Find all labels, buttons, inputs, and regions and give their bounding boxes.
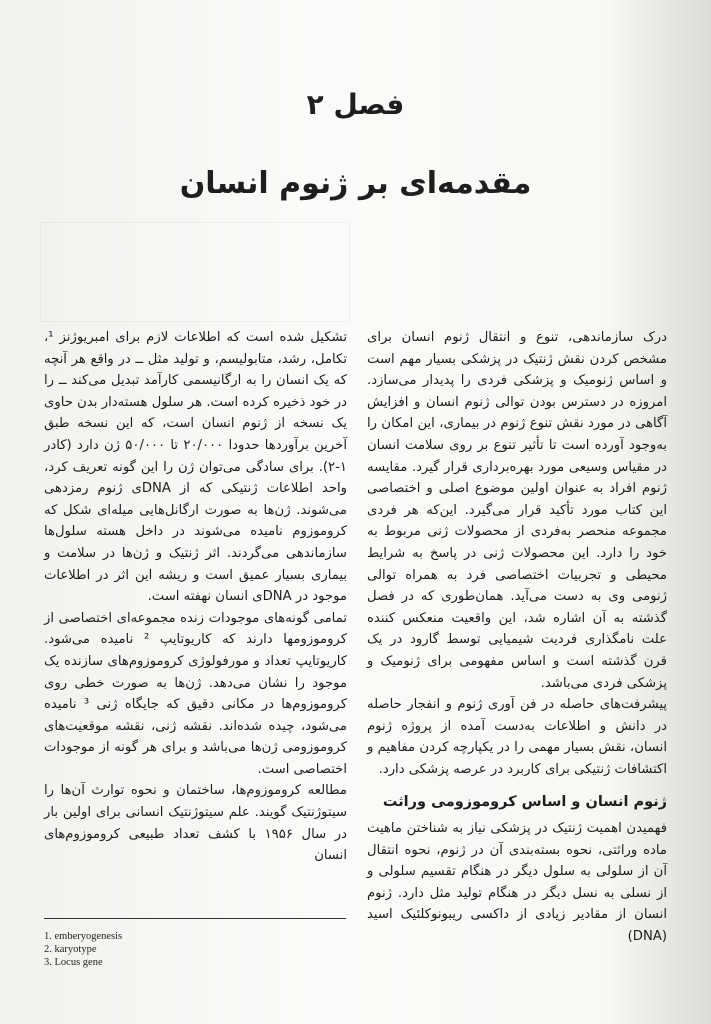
chapter-number: فصل ۲	[306, 88, 405, 121]
footnotes	[44, 930, 244, 969]
paragraph: درک سازماندهی، تنوع و انتقال ژنوم انسان برای مشخص کردن نقش ژنتیک در پزشکی بسیار مهم است و اساس ژنومیک و پزشکی فردی را پدیدار می‌سازد. امروزه در دسترس بودن توالی ژنوم انسان و افزایش آگاهی در مورد نقش تنوع ژنوم در بیماری، این امکان را به‌وجود آورده است تا تأثیر تنوع بر روی سلامت انسان در مقیاس وسیعی مورد بهره‌برداری قرار گیرد. مقایسه ژنوم افراد به عنوان اولین موضوع اصلی و اختصاصی این کتاب مورد تأکید قرار می‌گیرد. این‌که هر فردی مجموعه منحصر به‌فردی از محصولات ژنی مربوط به خود را دارد. این محصولات ژنی در پاسخ به شرایط محیطی و تجربیات اختصاصی فرد به همراه توالی ژنومی وی به دست می‌آید. همان‌طوری که در فصل گذشته به آن اشاره شد، این واقعیت منعکس کننده علت نامگذاری فردیت شیمیایی توسط گارود در یک قرن گذشته است و اساس مفهومی برای ژنومیک و پزشکی فردی می‌باشد.	[367, 330, 667, 691]
paragraph: مطالعه کروموزوم‌ها، ساختمان و نحوه توارث آن‌ها را سیتوژنتیک گویند. علم سیتوژنتیک انسانی برای اولین بار در سال ۱۹۵۶ با کشف تعداد طبیعی کروموزوم‌های انسان	[44, 783, 347, 864]
footnote: 2. karyotype	[44, 944, 97, 955]
bleed-through-box	[40, 222, 350, 322]
footnote: 3. Locus gene	[44, 957, 103, 968]
chapter-title: مقدمه‌ای بر ژنوم انسان	[179, 166, 532, 201]
paragraph: تشکیل شده است که اطلاعات لازم برای امبریوژنز ¹، تکامل، رشد، متابولیسم، و تولید مثل ــ در واقع هر آنچه که یک انسان را به ارگانیسمی کارآمد تبدیل می‌کند ــ را در خود ذخیره کرده است. هر سلول هسته‌دار بدن حاوی یک نسخه از ژنوم انسان است، که این نسخه طبق آخرین برآوردها حدودا ۲۰/۰۰۰ تا ۵۰/۰۰۰ ژن دارد (کادر ۱-۲). برای سادگی می‌توان ژن را این گونه تعریف کرد، واحد اطلاعات ژنتیکی که از DNAی ژنوم رمزدهی می‌شوند. ژن‌ها به صورت ارگانل‌هایی میله‌ای شکل که کروموزوم نامیده می‌شوند در داخل هسته سلول‌ها سازماندهی می‌گردند. اثر ژنتیک و ژن‌ها در سلامت و بیماری بسیار عمیق است و ریشه این اثر در اطلاعات موجود در DNAی انسان نهفته است.	[44, 330, 347, 605]
paragraph: پیشرفت‌های حاصله در فن آوری ژنوم و انفجار حاصله در دانش و اطلاعات به‌دست آمده از پروژه ژنوم انسان، نقش بسیار مهمی را در یکپارچه کردن مفاهیم و اکتشافات ژنتیکی برای کاربرد در عرصه پزشکی دارد.	[367, 697, 667, 777]
left-column	[44, 327, 347, 867]
section-heading: ژنوم انسان و اساس کروموزومی وراثت	[382, 794, 667, 811]
paragraph: فهمیدن اهمیت ژنتیک در پزشکی نیاز به شناختن ماهیت ماده وراثتی، نحوه بسته‌بندی آن در ژنوم، نحوه انتقال آن از سلولی به سلول دیگر در هنگام تقسیم سلولی و از نسلی به نسل دیگر در هنگام تولید مثل دارد. ژنوم انسان از مقادیر زیادی از داکسی ریبونوکلئیک اسید (DNA)	[367, 821, 667, 945]
footnote-divider	[44, 918, 346, 919]
footnote: 1. emberyogenesis	[44, 931, 123, 942]
right-column	[367, 327, 667, 948]
paragraph: تمامی گونه‌های موجودات زنده مجموعه‌ای اختصاصی از کروموزومها دارند که کاریوتایپ ² نامیده می‌شود. کاریوتایپ تعداد و مورفولوژی کروموزوم‌های سازنده یک موجود را نشان می‌دهد. ژن‌ها به صورت خطی روی کروموزوم‌ها در مکانی دقیق که جایگاه ژنی ³ نامیده می‌شود، چیده شده‌اند. نقشه ژنی، نقشه موقعیت‌های کروموزومی ژن‌ها می‌باشد و برای هر گونه از موجودات اختصاصی است.	[44, 610, 347, 777]
